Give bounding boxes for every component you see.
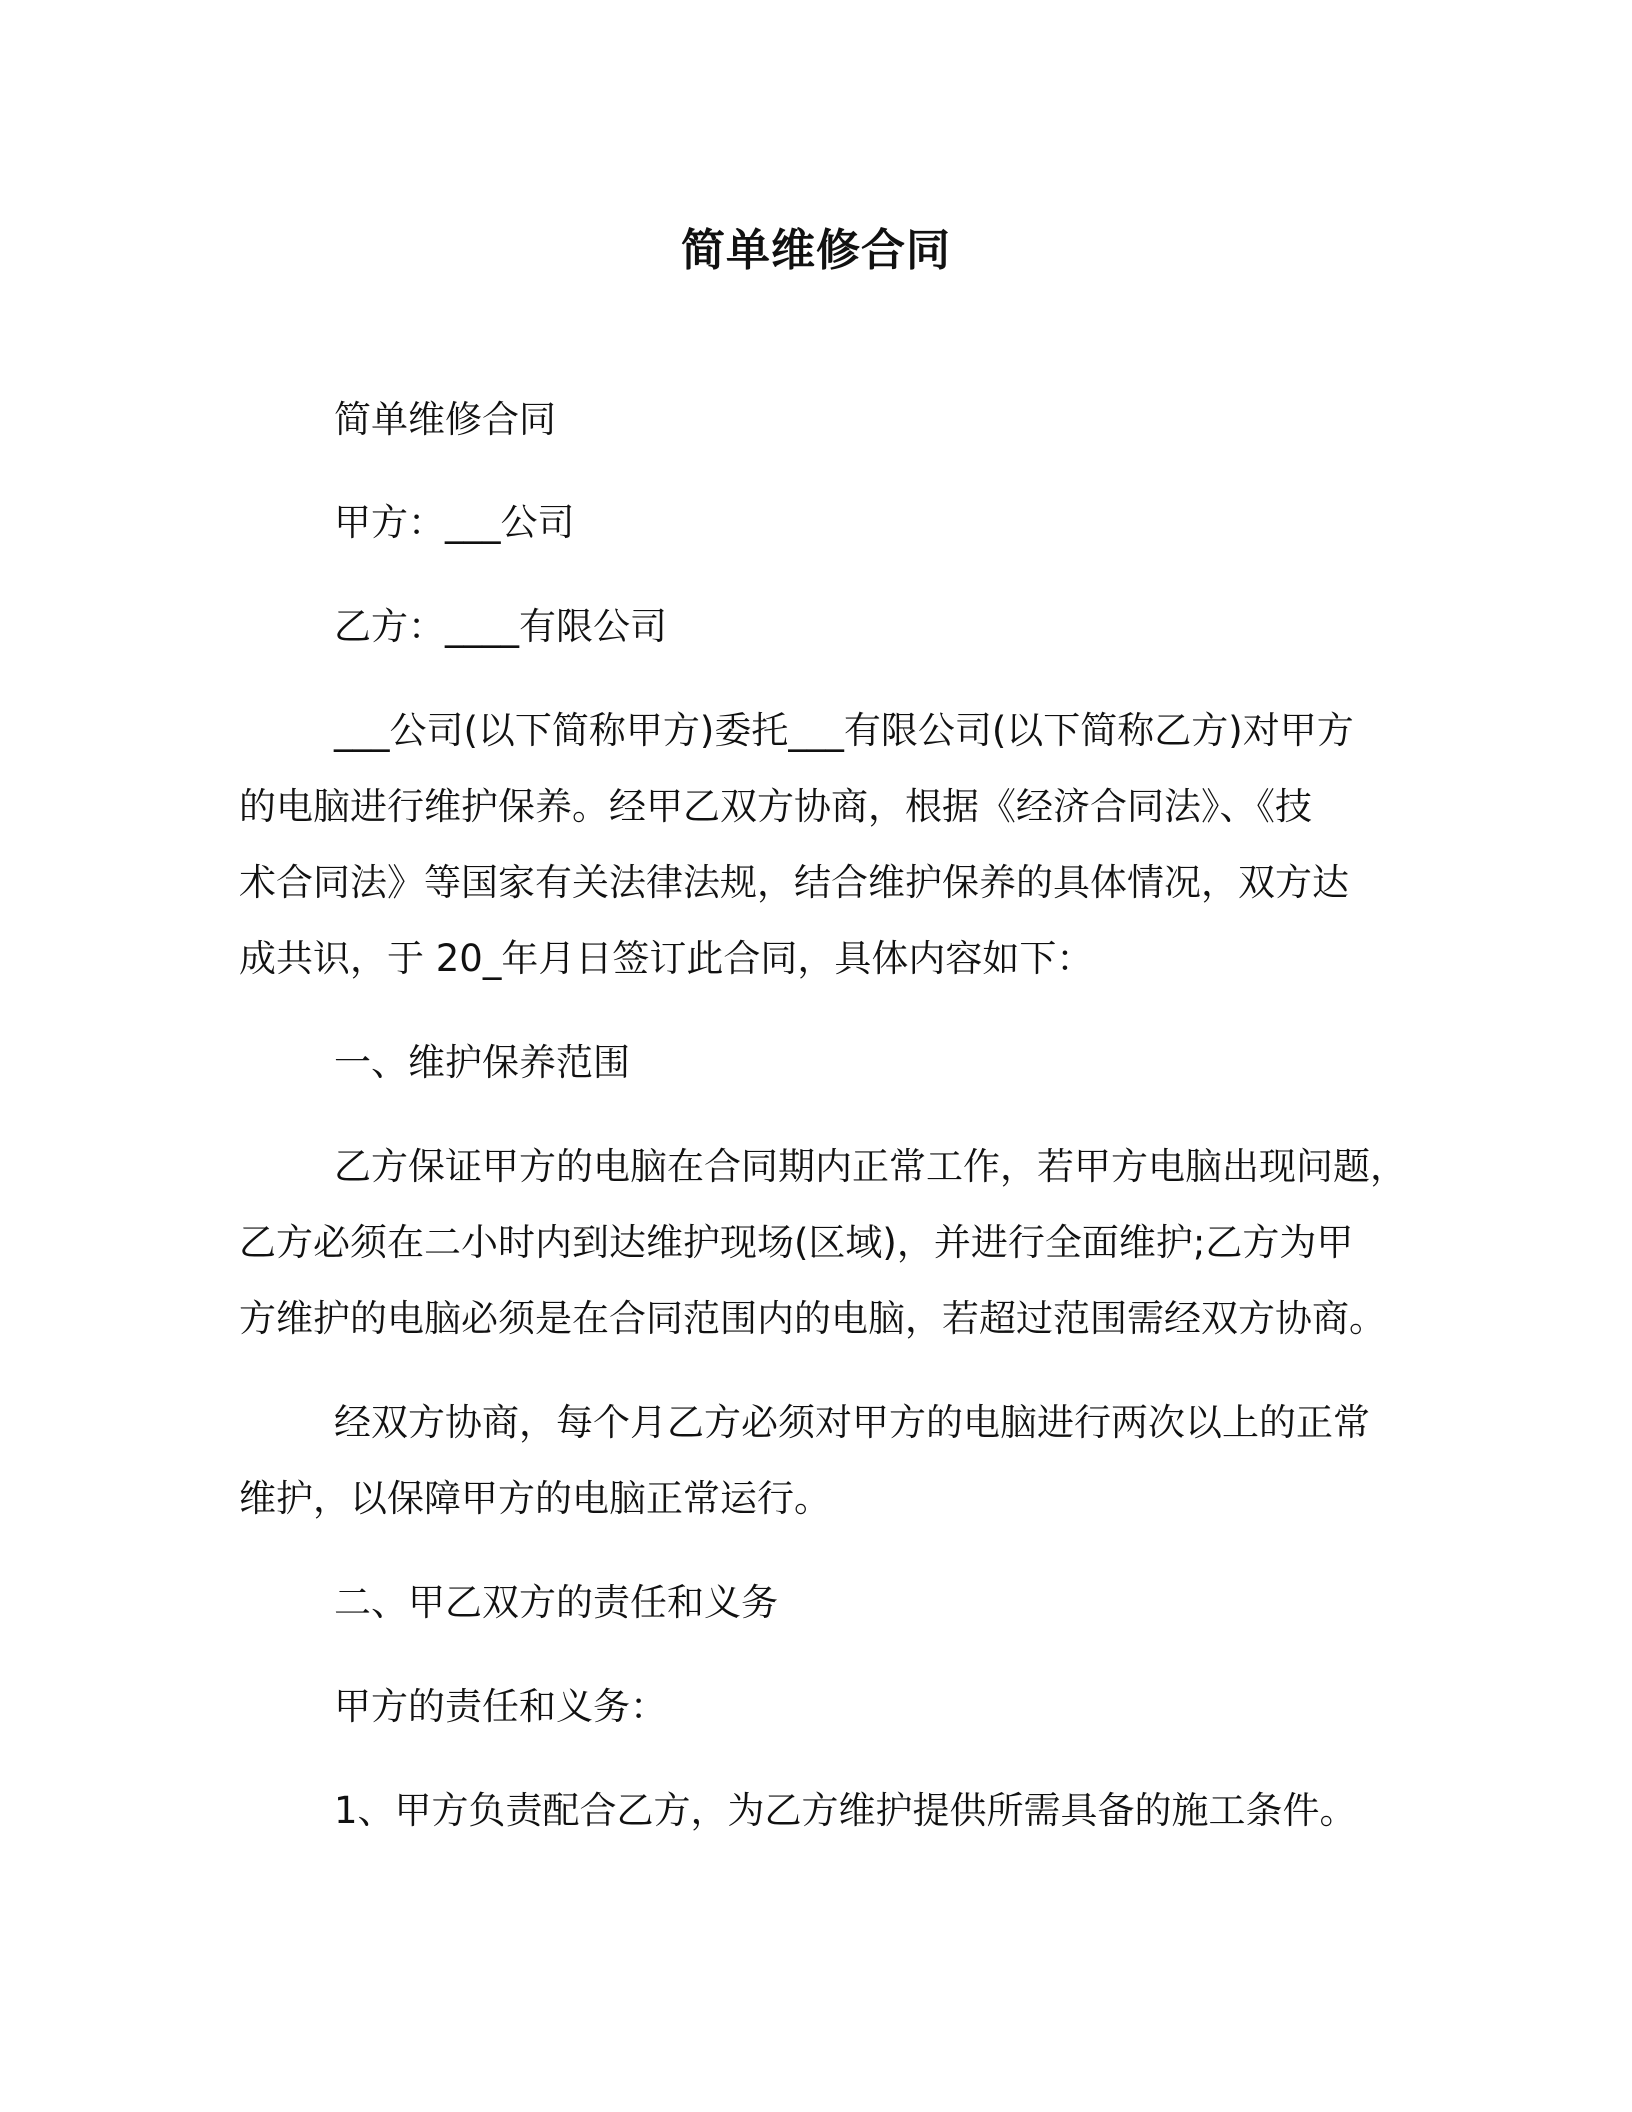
section1-para2-line-2: 维护，以保障甲方的电脑正常运行。 (239, 1477, 831, 1520)
intro-line-4: 成共识，于 20_年月日签订此合同，具体内容如下： (239, 937, 1094, 980)
section1-heading: 一、维护保养范围 (334, 1041, 630, 1084)
contract-subtitle: 简单维修合同 (334, 398, 556, 441)
intro-line-2: 的电脑进行维护保养。经甲乙双方协商，根据《经济合同法》、《技 (239, 785, 1312, 828)
intro-line-1: ___公司(以下简称甲方)委托___有限公司(以下简称乙方)对甲方 (334, 709, 1354, 752)
section1-para1-line-2: 乙方必须在二小时内到达维护现场(区域)，并进行全面维护;乙方为甲 (239, 1221, 1354, 1264)
section1-para1-line-1: 乙方保证甲方的电脑在合同期内正常工作，若甲方电脑出现问题， (334, 1145, 1407, 1188)
section2-heading: 二、甲乙双方的责任和义务 (334, 1581, 778, 1624)
intro-line-3: 术合同法》等国家有关法律法规，结合维护保养的具体情况，双方达 (239, 861, 1349, 904)
party-a-line: 甲方：___公司 (334, 501, 575, 544)
section1-para2-line-1: 经双方协商，每个月乙方必须对甲方的电脑进行两次以上的正常 (334, 1401, 1370, 1444)
section1-para1-line-3: 方维护的电脑必须是在合同范围内的电脑，若超过范围需经双方协商。 (239, 1297, 1386, 1340)
party-a-duties-heading: 甲方的责任和义务： (334, 1685, 667, 1728)
party-b-line: 乙方：____有限公司 (334, 605, 667, 648)
document-title: 简单维修合同 (681, 225, 951, 276)
party-a-duty-1: 1、甲方负责配合乙方，为乙方维护提供所需具备的施工条件。 (334, 1789, 1357, 1832)
